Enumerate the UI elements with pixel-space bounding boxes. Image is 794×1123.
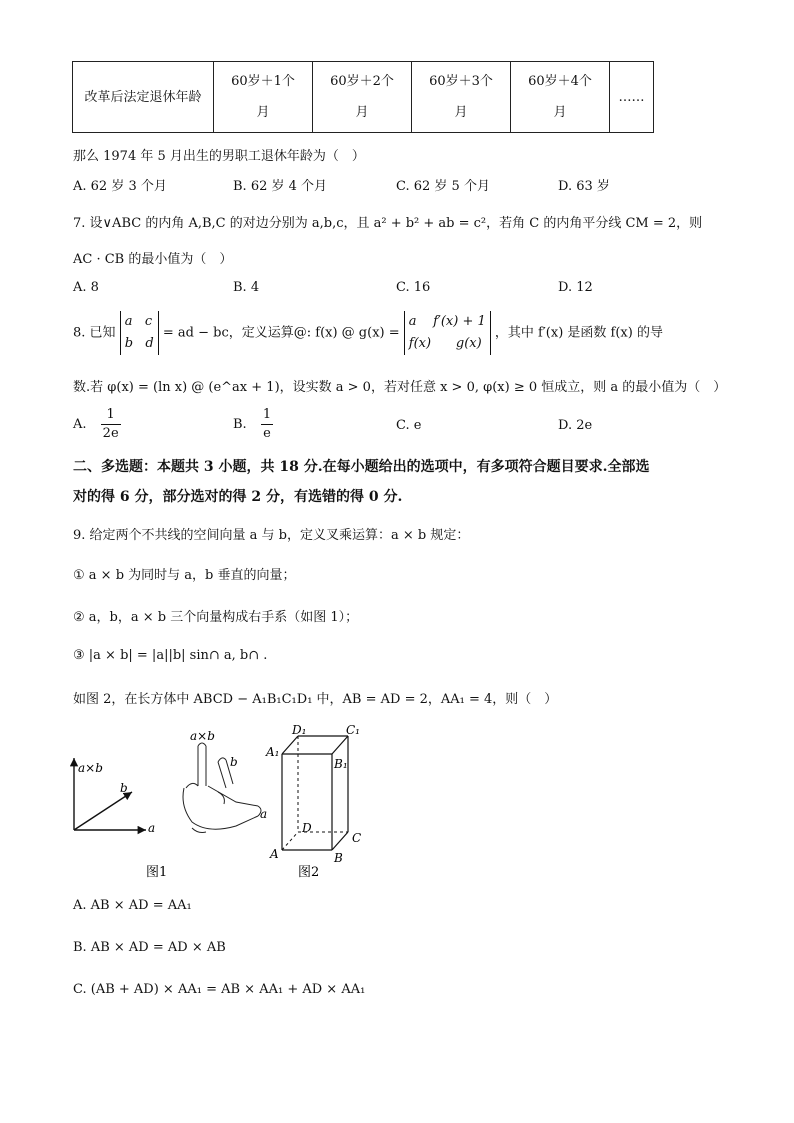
q6-stem: 那么 1974 年 5 月出生的男职工退休年龄为（ ） <box>73 149 365 164</box>
b-label: b <box>120 781 128 795</box>
q9-rule3: ③ |a × b| = |a||b| sin∩ a, b∩ . <box>73 648 268 663</box>
section2-line2: 对的得 6 分，部分选对的得 2 分，有选错的得 0 分. <box>73 489 403 505</box>
q9-intro: 如图 2，在长方体中 ABCD − A₁B₁C₁D₁ 中，AB = AD = 2，AA₁ = 4，则（ ） <box>73 692 558 707</box>
q8-stem-line1 <box>73 311 663 355</box>
q6-option-b: B. 62 岁 4 个月 <box>233 179 328 194</box>
hand-axb-label: a×b <box>190 729 215 743</box>
q9-stem: 9. 给定两个不共线的空间向量 a 与 b，定义叉乘运算：a × b 规定： <box>73 528 470 543</box>
q7-stem-line2: AC · CB 的最小值为（ ） <box>73 252 233 267</box>
table-cell: 60岁＋2个 月 <box>313 62 412 133</box>
section2-line1: 二、多选题：本题共 3 小题，共 18 分.在每小题给出的选项中，有多项符合题目要求.全部选 <box>73 459 650 475</box>
q8-option-a: A. $\frac{1}{2e}$ <box>73 407 119 441</box>
q9-option-b: B. AB × AD = AD × AB <box>73 940 226 955</box>
figure1-caption: 图1 <box>146 865 168 880</box>
vertex-d1: D₁ <box>292 723 307 737</box>
table-cell: 60岁＋1个 月 <box>214 62 313 133</box>
q9-rule2: ② a，b，a × b 三个向量构成右手系（如图 1）； <box>73 610 359 625</box>
vertex-c: C <box>352 831 362 845</box>
a-label: a <box>148 821 156 835</box>
hand-a-label: a <box>260 807 268 821</box>
q9-option-a: A. AB × AD = AA₁ <box>73 898 192 913</box>
vertex-a: A <box>270 847 279 861</box>
q8-tail: ，其中 f′(x) 是函数 f(x) 的导 <box>494 325 663 341</box>
retirement-table <box>72 61 654 133</box>
q8-stem-line2: 数.若 φ(x) = (ln x) @ (e^ax + 1)，设实数 a > 0，若对任意 x > 0, φ(x) ≥ 0 恒成立，则 a 的最小值为（ ） <box>73 380 727 395</box>
determinant-fg: a f′(x) + 1 f(x) g(x) <box>404 311 491 355</box>
q7-option-d: D. 12 <box>558 280 593 295</box>
b-vector-arrow <box>74 792 132 830</box>
figure2-cuboid-diagram <box>262 722 372 882</box>
determinant-abcd: a c b d <box>120 311 159 355</box>
axb-label: a×b <box>78 761 103 775</box>
hand-b-label: b <box>230 755 238 769</box>
figure2-caption: 图2 <box>298 865 320 880</box>
figure1-right-hand-diagram <box>68 722 280 882</box>
q6-option-d: D. 63 岁 <box>558 179 610 194</box>
q7-option-a: A. 8 <box>73 280 99 295</box>
q7-option-b: B. 4 <box>233 280 260 295</box>
q9-option-c: C. (AB + AD) × AA₁ = AB × AA₁ + AD × AA₁ <box>73 982 366 997</box>
table-cell: 60岁＋4个 月 <box>511 62 610 133</box>
vertex-b1: B₁ <box>334 757 348 771</box>
table-header-cell: 改革后法定退休年龄 <box>73 62 214 133</box>
q6-option-a: A. 62 岁 3 个月 <box>73 179 167 194</box>
vertex-b: B <box>334 851 343 865</box>
vertex-d: D <box>302 821 312 835</box>
q8-lead: 8. 已知 <box>73 325 116 341</box>
q6-option-c: C. 62 岁 5 个月 <box>396 179 490 194</box>
q9-rule1: ① a × b 为同时与 a，b 垂直的向量； <box>73 568 296 583</box>
table-cell: 60岁＋3个 月 <box>412 62 511 133</box>
vertex-c1: C₁ <box>346 723 360 737</box>
q7-stem-line1: 7. 设∨ABC 的内角 A,B,C 的对边分别为 a,b,c，且 a² + b² + ab = c²，若角 C 的内角平分线 CM = 2，则 <box>73 216 703 231</box>
right-hand-icon <box>183 743 261 833</box>
q8-option-d: D. 2e <box>558 418 593 433</box>
vertex-a1: A₁ <box>266 745 280 759</box>
q8-option-b: B. $\frac{1}{e}$ <box>233 407 272 441</box>
q7-option-c: C. 16 <box>396 280 431 295</box>
q8-option-c: C. e <box>396 418 422 433</box>
table-ellipsis-cell: …… <box>610 62 654 133</box>
q8-equation: = ad − bc，定义运算@: f(x) @ g(x) = <box>162 325 400 341</box>
